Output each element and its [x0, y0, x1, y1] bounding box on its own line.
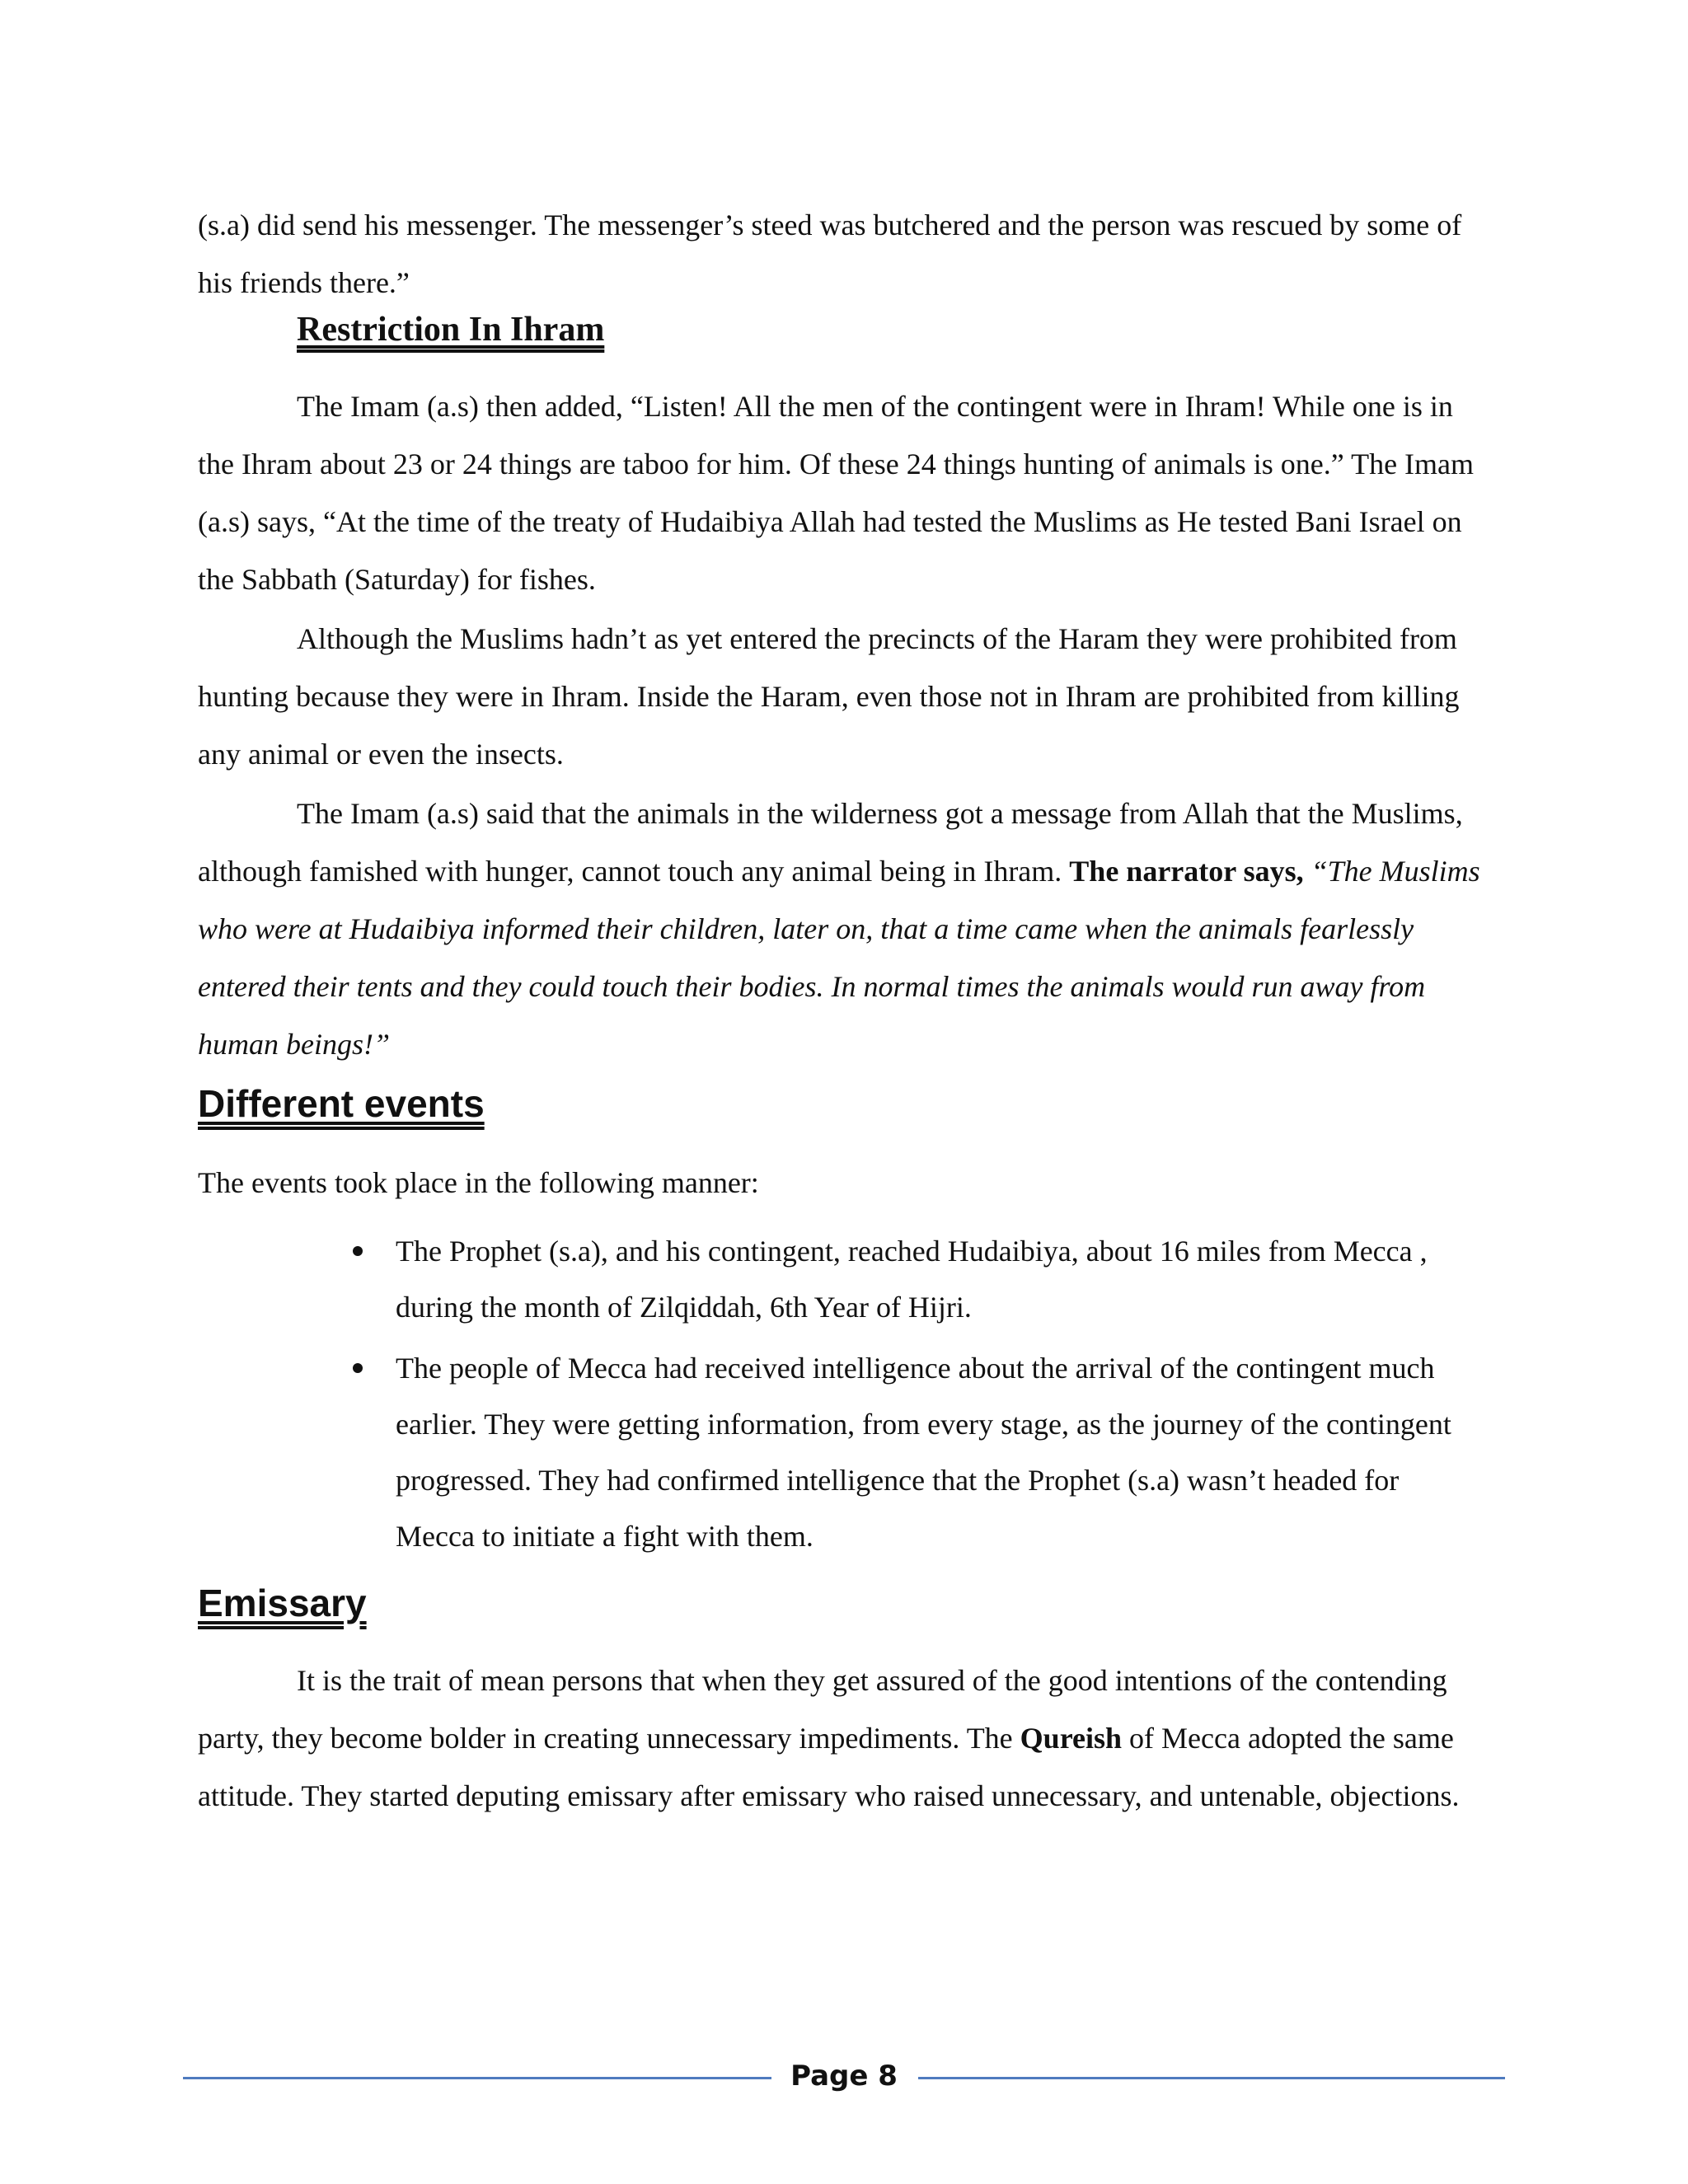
- events-intro: The events took place in the following manner:: [198, 1166, 759, 1199]
- narrator-quote-italic: “The Muslims who were at Hudaibiya informed their children, later on, that a time came when the animals fearlessly entered their tents and they could touch their bodies. In normal times the animals would run away from human beings!”: [198, 855, 1480, 1061]
- qureish-bold: Qureish: [1020, 1722, 1123, 1755]
- events-bullet-list: [396, 1223, 1467, 1569]
- paragraph-although-muslims: Although the Muslims hadn’t as yet entered the precincts of the Haram they were prohibited from hunting because they were in Ihram. Inside the Haram, even those not in Ihram are prohibited from killing any animal or even the insects.: [198, 622, 1460, 771]
- paragraph-emissary-a: It is the trait of mean persons that when they get assured of the good intentions of the contending party, they become bolder in creating unnecessary impediments. The: [198, 1664, 1447, 1755]
- bullet-text: The people of Mecca had received intelligence about the arrival of the contingent much earlier. They were getting information, from every stage, as the journey of the contingent progressed. They had confirmed intelligence that the Prophet (s.a) wasn’t headed for Mecca to initiate a fight with them.: [396, 1352, 1451, 1553]
- bullet-text: The Prophet (s.a), and his contingent, reached Hudaibiya, about 16 miles from Mecca , during the month of Zilqiddah, 6th Year of Hijri.: [396, 1235, 1428, 1324]
- heading-emissary: Emissary: [198, 1582, 367, 1624]
- paragraph-emissary-b: of Mecca adopted the same attitude. They started deputing emissary after emissary who raised unnecessary, and untenable, objections.: [198, 1722, 1460, 1812]
- footer-rule-left: [183, 2077, 771, 2079]
- paragraph-animals-message: [198, 785, 1484, 1073]
- page-number: Page 8: [790, 2060, 898, 2093]
- bullet-icon: [353, 1246, 363, 1256]
- paragraph-imam-listen: The Imam (a.s) then added, “Listen! All the men of the contingent were in Ihram! While one is in the Ihram about 23 or 24 things are taboo for him. Of these 24 things hunting of animals is one.” The Imam (a.s) says, “At the time of the treaty of Hudaibiya Allah had tested the Muslims as He tested Bani Israel on the Sabbath (Saturday) for fishes.: [198, 390, 1475, 596]
- list-item: [396, 1223, 1467, 1335]
- narrator-says-bold: The narrator says,: [1069, 855, 1311, 888]
- heading-restriction-in-ihram: Restriction In Ihram: [297, 311, 605, 349]
- list-item: [396, 1340, 1467, 1564]
- footer-rule-right: [918, 2077, 1505, 2079]
- paragraph-animals-plain: The Imam (a.s) said that the animals in the wilderness got a message from Allah that the Muslims, although famished with hunger, cannot touch any animal being in Ihram.: [198, 797, 1463, 888]
- bullet-icon: [353, 1363, 363, 1373]
- paragraph-emissary: [198, 1652, 1484, 1825]
- continuation-paragraph: (s.a) did send his messenger. The messenger’s steed was butchered and the person was rescued by some of his friends there.”: [198, 209, 1462, 299]
- heading-different-events: Different events: [198, 1082, 485, 1125]
